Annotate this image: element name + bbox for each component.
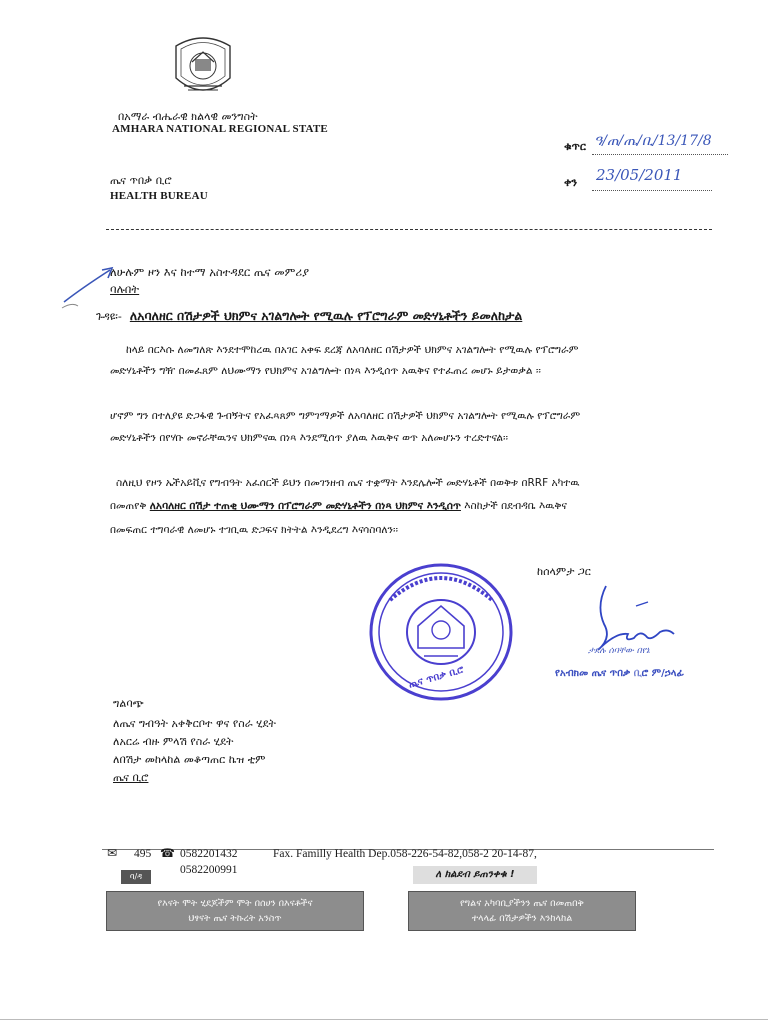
body-paragraph-1-line-2: መድሃኒቶችን ግዥ በመፈጸም ለህሙማን የህክምና አገልግሎት በነጻ እንዲሰጥ አዉቅና የተፈጠረ መሆኑ ይታወቃል ፡፡ <box>110 365 541 377</box>
org-name-english: AMHARA NATIONAL REGIONAL STATE <box>112 123 328 135</box>
footer-banner-right-line-2: ተላላፊ በሽታዎችን እንከላከል <box>471 913 573 924</box>
footer-banner-right-line-1: የግልና አካባቢያችንን ጤና በመጠበቅ <box>460 898 584 909</box>
header-divider <box>106 229 712 230</box>
footer-city-badge: ባ/ዳ <box>121 870 151 884</box>
signatory-title: የአብክመ ጤና ጥበቃ ቢሮ ም/ኃላፊ <box>555 668 684 679</box>
body-paragraph-3-line-2 <box>110 496 710 517</box>
addressee-line: ለሁሉም ዞን እና ከተማ አስተዳደር ጤና መምሪያ <box>110 265 310 279</box>
reference-label: ቁጥር <box>564 140 586 153</box>
footer-pobox: 495 <box>134 848 152 860</box>
cc-item: ለአርሬ ብዙ ምላሽ የስራ ሂደት <box>113 735 234 748</box>
body-paragraph-3-emphasis: ለአባለዘር በሽታ ተጠቂ ህሙማን በፕሮግራም መድሃኒቶችን በነጻ ህክምና እንዲሰጥ <box>149 500 461 512</box>
phone-icon: ☎ <box>160 846 175 860</box>
cc-item: ለጤና ግብዓት አቀቅርቦተ ዋና የስራ ሂደት <box>113 717 276 730</box>
bureau-name-english: HEALTH BUREAU <box>110 190 208 202</box>
footer-phone-1: 0582201432 <box>180 848 238 860</box>
footer-reply-note: ለ ክልደብ ይጠንቀቁ ! <box>413 866 537 884</box>
page-bottom-edge <box>0 1019 768 1020</box>
body-paragraph-3-line-1: ስለዚህ የዞን ኤችአይቪና የግብዓት አፈሰርች ይህን በመገንዘብ ጤና ተቋማት እንደሌሎች መድሃኒቶች በወቅቱ በRRF አካተዉ <box>116 477 580 489</box>
cc-item: ጤና ቢሮ <box>113 771 149 784</box>
body-paragraph-2-line-2: መድሃኒቶችን በየሃቡ መኖራቸዉንና ህክምናዉ በነጻ እንደሚሰጥ ያለዉ እዉቅና ወጥ አለመሆኑን ተረድተናል፡፡ <box>110 432 508 444</box>
official-stamp-icon <box>366 560 516 704</box>
footer-banner-left-line-1: የእናት ሞት ሂደጆችም ሞት በሰሀን በእናቶችና <box>157 898 313 909</box>
cc-item: ለበሽታ መከላከል መቆጣጠር ኬዝ ቲም <box>113 753 266 766</box>
subject-text: ለአባለዘር በሽታዎች ህክምና አገልግሎት የሚዉሉ የፕሮግራም መድሃኒቶችን ይመለከታል <box>129 308 523 323</box>
reference-underline <box>592 154 728 155</box>
body-paragraph-3-suffix: እስከታች በደብዳቤ እዉቅና <box>460 500 567 512</box>
addressee-location: ባሉበት <box>110 282 140 296</box>
amhara-emblem-icon <box>170 32 236 100</box>
reference-number: ዓ/ጠ/ጤ/ቢ/13/17/8 <box>594 133 712 149</box>
footer-phone-2: 0582200991 <box>180 864 238 876</box>
handwritten-signature-icon <box>576 576 686 656</box>
signatory-name: ታደሉ ሰባቸው በየኔ <box>588 646 650 656</box>
body-paragraph-2-line-1: ሆኖም ግን በተለያዩ ድጋፋዊ ጉብኝትና የአፈጻጸም ግምገማዎች ለአባለዘር በሽታዎች ህክምና አገልግሎት የሚዉሉ የፕሮግራም <box>110 410 581 422</box>
subject-line <box>96 308 522 324</box>
stamp-text: ጤና ጥበቃ ቢሮ <box>407 664 466 691</box>
body-paragraph-3-line-3: በመፍጠር ተግባራዊ ለመሆኑ ተገቢዉ ድጋፍና ክትትል እንዲደረግ እናሳስባለን፡፡ <box>110 524 398 536</box>
body-paragraph-3-prefix: በመጠየቅ <box>110 500 150 512</box>
footer-fax: Fax. Familly Health Dep.058-226-54-82,058-2 20-14-87, <box>273 848 537 860</box>
footer-banner-left <box>106 891 364 931</box>
date-underline <box>592 190 712 191</box>
body-paragraph-1-line-1: ከላይ በርእሱ ለመግለጽ እንደተሞከረዉ በአገር አቀፍ ደረጃ ለአባለዘር በሽታዎች ህክምና አገልግሎት የሚዉሉ የፕሮግራም <box>126 344 579 356</box>
footer-banner-left-line-2: ህፃናት ጤና ትኩረት አንስጥ <box>188 913 282 924</box>
closing-greeting: ከሰላምታ ጋር <box>537 565 591 578</box>
org-name-amharic: በአማራ ብሔራዊ ክልላዊ መንግስት <box>118 110 258 123</box>
subject-label: ጉዳዩ፡- <box>96 310 122 323</box>
footer-banner-right <box>408 891 636 931</box>
bureau-name-amharic: ጤና ጥበቃ ቢሮ <box>110 174 172 187</box>
mail-icon: ✉ <box>107 846 118 860</box>
date-value: 23/05/2011 <box>596 166 683 184</box>
cc-title: ግልባጭ <box>113 697 144 710</box>
date-label: ቀን <box>564 176 578 189</box>
